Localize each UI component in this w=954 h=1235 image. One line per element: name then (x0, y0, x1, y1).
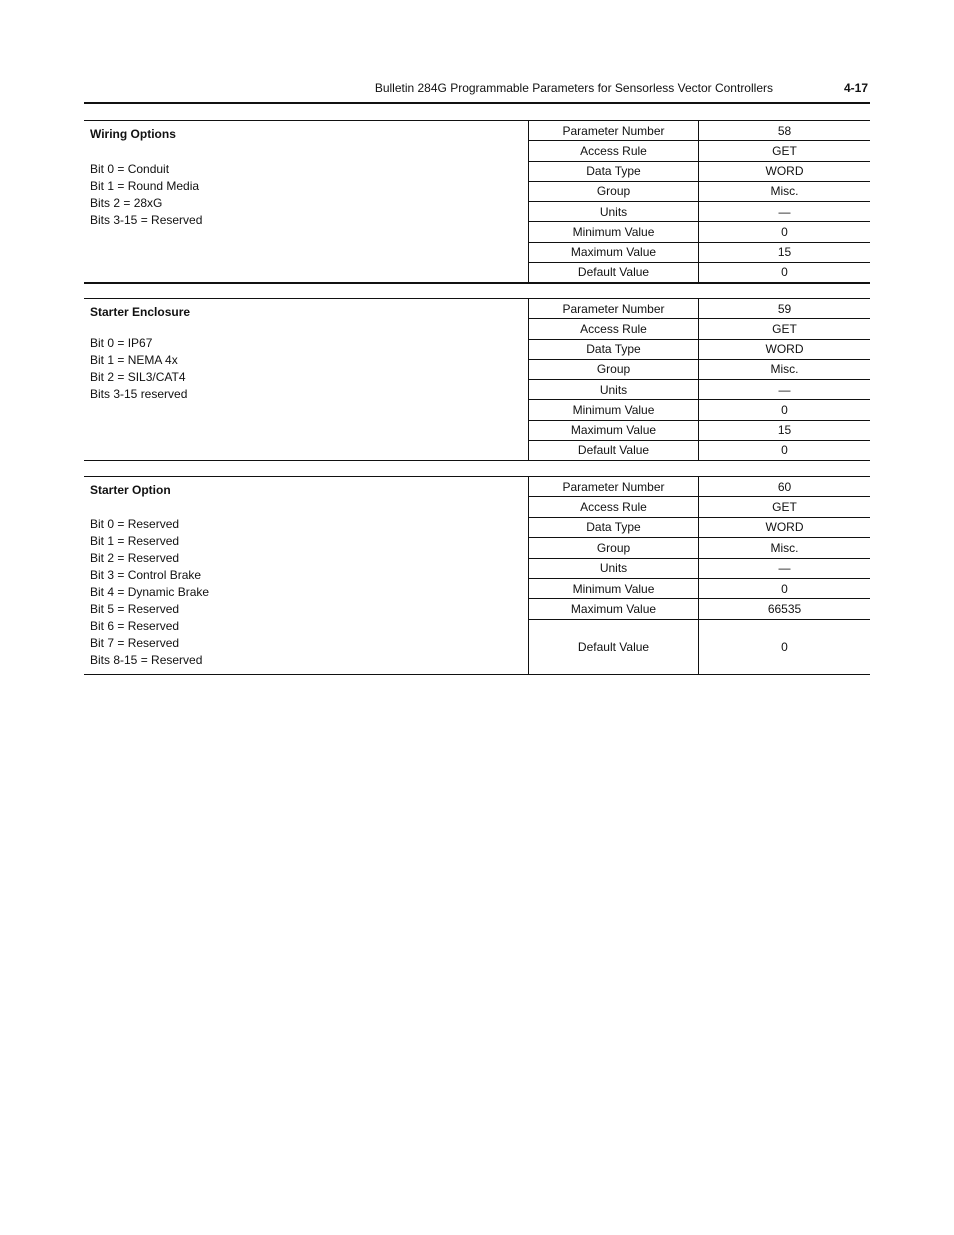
attr-row (529, 360, 870, 380)
bit-list (90, 335, 522, 403)
page-number: 4-17 (843, 81, 868, 95)
bit-item: Bits 8-15 = Reserved (90, 653, 203, 667)
attr-value: 66535 (767, 602, 802, 617)
attr-label: Maximum Value (529, 421, 699, 440)
attr-value: — (778, 561, 791, 576)
bit-list (90, 161, 522, 229)
attr-value: 15 (777, 423, 792, 438)
attr-label: Maximum Value (529, 599, 699, 618)
bit-item: Bit 2 = SIL3/CAT4 (90, 370, 186, 384)
attr-value: 0 (781, 224, 788, 239)
bit-item: Bit 0 = IP67 (90, 336, 153, 350)
attr-row (529, 599, 870, 619)
attr-value: — (778, 382, 791, 397)
attr-label: Group (529, 182, 699, 201)
attr-label: Default Value (529, 441, 699, 460)
attr-value: — (778, 204, 791, 219)
bit-list (90, 516, 522, 669)
attr-value: Misc. (770, 540, 799, 555)
bit-item: Bit 0 = Reserved (90, 517, 180, 531)
attr-label: Parameter Number (529, 477, 699, 496)
attr-row (529, 579, 870, 599)
attr-value: WORD (765, 164, 804, 179)
bit-item: Bits 3-15 = Reserved (90, 213, 203, 227)
parameter-description (84, 121, 529, 282)
attr-value: Misc. (770, 362, 799, 377)
attr-label: Group (529, 360, 699, 379)
attr-label: Units (529, 559, 699, 578)
attr-label: Access Rule (529, 497, 699, 516)
bit-item: Bit 2 = Reserved (90, 551, 180, 565)
parameter-attributes (529, 299, 870, 460)
parameter-attributes (529, 477, 870, 674)
parameter-name: Wiring Options (90, 127, 176, 141)
attr-value: 58 (777, 123, 792, 138)
attr-row (529, 400, 870, 420)
attr-label: Data Type (529, 340, 699, 359)
attr-value: 0 (781, 581, 788, 596)
attr-row (529, 380, 870, 400)
attr-row (529, 299, 870, 319)
header-rule (84, 102, 870, 104)
parameter-description (84, 299, 529, 460)
attr-row (529, 202, 870, 222)
attr-row (529, 518, 870, 538)
attr-row (529, 477, 870, 497)
bit-item: Bits 2 = 28xG (90, 196, 163, 210)
attr-label: Group (529, 538, 699, 557)
attr-value: GET (772, 321, 797, 336)
attr-row (529, 497, 870, 517)
attr-label: Minimum Value (529, 222, 699, 241)
bit-item: Bit 7 = Reserved (90, 636, 180, 650)
attr-row (529, 319, 870, 339)
attr-label: Parameter Number (529, 299, 699, 318)
bit-item: Bit 4 = Dynamic Brake (90, 585, 210, 599)
attr-row (529, 559, 870, 579)
attr-row (529, 263, 870, 282)
attr-value: WORD (765, 342, 804, 357)
attr-label: Minimum Value (529, 579, 699, 598)
attr-row (529, 141, 870, 161)
bit-item: Bit 1 = Round Media (90, 179, 200, 193)
attr-value: 60 (777, 479, 792, 494)
bit-item: Bit 6 = Reserved (90, 619, 180, 633)
attr-value: 0 (781, 265, 788, 280)
bit-item: Bit 3 = Control Brake (90, 568, 202, 582)
attr-value: GET (772, 143, 797, 158)
parameter-attributes (529, 121, 870, 282)
attr-row (529, 421, 870, 441)
attr-row (529, 182, 870, 202)
attr-label: Data Type (529, 518, 699, 537)
attr-value: 0 (781, 402, 788, 417)
attr-value: Misc. (770, 184, 799, 199)
attr-value: WORD (765, 520, 804, 535)
attr-row (529, 121, 870, 141)
attr-label: Parameter Number (529, 121, 699, 140)
parameter-block-starter-option (84, 476, 870, 675)
bit-item: Bit 5 = Reserved (90, 602, 180, 616)
header-title: Bulletin 284G Programmable Parameters for Sensorless Vector Controllers (374, 81, 773, 95)
attr-label: Units (529, 380, 699, 399)
attr-value: GET (772, 500, 797, 515)
page-header (84, 78, 870, 98)
parameter-block-wiring-options (84, 120, 870, 284)
attr-label: Access Rule (529, 141, 699, 160)
attr-value: 0 (781, 443, 788, 458)
parameter-name: Starter Option (90, 483, 171, 497)
attr-row (529, 243, 870, 263)
bit-item: Bit 0 = Conduit (90, 162, 170, 176)
attr-row (529, 162, 870, 182)
attr-value: 0 (781, 639, 788, 654)
attr-label: Maximum Value (529, 243, 699, 262)
attr-label: Default Value (529, 620, 699, 674)
parameter-block-starter-enclosure (84, 298, 870, 461)
attr-row (529, 441, 870, 460)
attr-label: Access Rule (529, 319, 699, 338)
attr-row (529, 340, 870, 360)
attr-label: Minimum Value (529, 400, 699, 419)
attr-row (529, 620, 870, 674)
parameter-description (84, 477, 529, 674)
attr-label: Units (529, 202, 699, 221)
attr-label: Data Type (529, 162, 699, 181)
attr-label: Default Value (529, 263, 699, 282)
attr-row (529, 222, 870, 242)
bit-item: Bits 3-15 reserved (90, 387, 188, 401)
bit-item: Bit 1 = Reserved (90, 534, 180, 548)
attr-value: 15 (777, 245, 792, 260)
attr-row (529, 538, 870, 558)
bit-item: Bit 1 = NEMA 4x (90, 353, 178, 367)
attr-value: 59 (777, 301, 792, 316)
parameter-name: Starter Enclosure (90, 305, 191, 319)
